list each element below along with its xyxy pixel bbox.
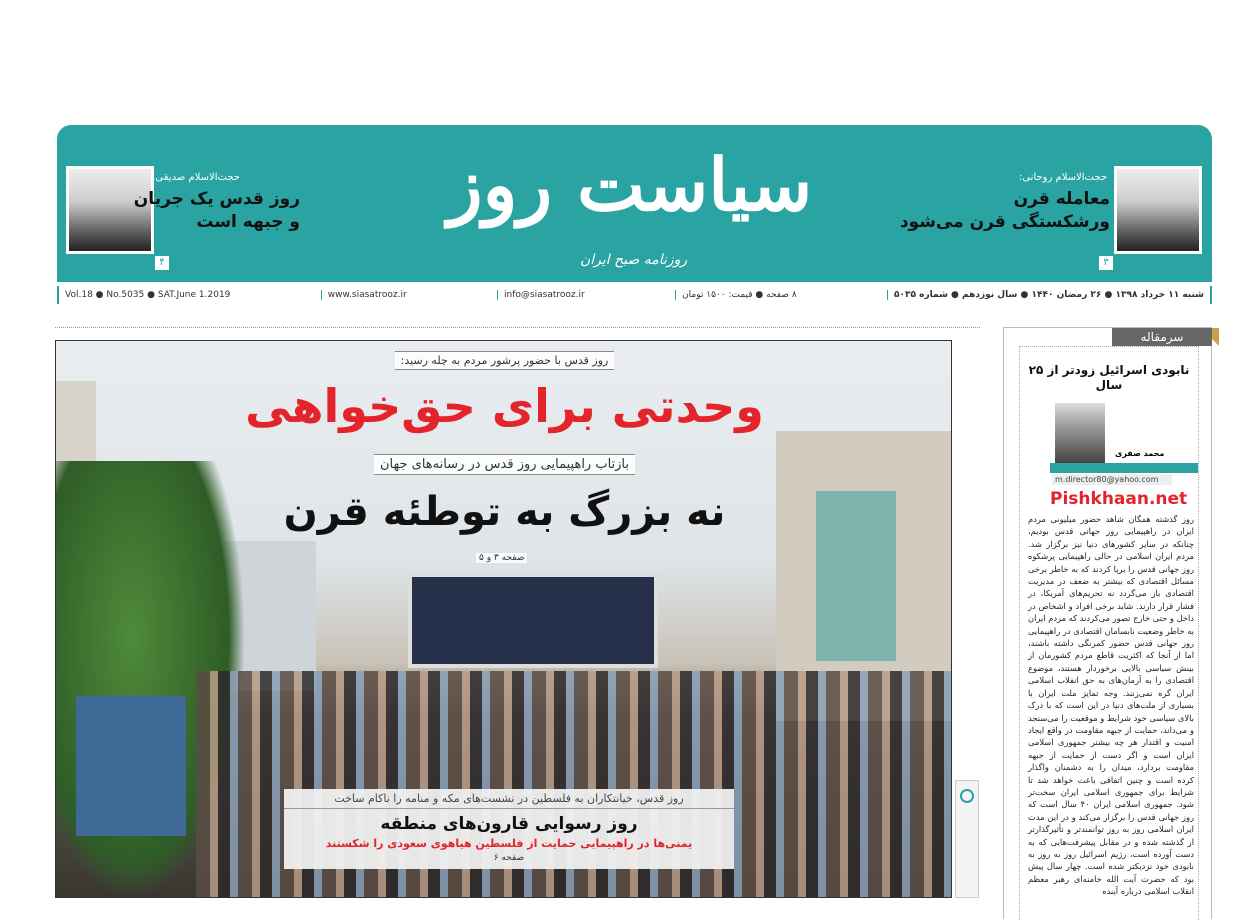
circle-icon	[960, 789, 974, 803]
main-photo	[55, 340, 952, 898]
pages-price: ۸ صفحه ● قیمت: ۱۵۰۰ تومان	[675, 290, 803, 300]
right-kicker: حجت‌الاسلام روحانی:	[1018, 172, 1107, 183]
kicker-2-wrap	[56, 453, 952, 472]
page-number[interactable]: ۳	[1099, 256, 1113, 270]
email-link[interactable]: info@siasatrooz.ir	[497, 290, 591, 300]
page-ref[interactable]: صفحه ۳ و ۵	[476, 553, 527, 563]
author-email[interactable]: m.director80@yahoo.com	[1052, 474, 1172, 485]
editorial-column	[1003, 327, 1212, 919]
watermark: Pishkhaan.net	[1050, 489, 1188, 509]
bottom-headline: روز رسوایی قارون‌های منطقه	[380, 814, 638, 834]
bottom-story[interactable]	[284, 789, 734, 869]
issue-info-bar	[57, 286, 1212, 304]
divider	[55, 327, 980, 328]
kicker-2: بازتاب راهپیمایی روز قدس در رسانه‌های جهان	[374, 454, 635, 475]
right-teaser-line: معامله قرن	[1013, 189, 1110, 209]
left-teaser[interactable]	[134, 188, 300, 234]
author-name: محمد صفری	[1115, 449, 1165, 458]
headline-1[interactable]: وحدتی برای حق‌خواهی	[245, 379, 764, 433]
left-teaser-line: و جبهه است	[196, 212, 300, 232]
editorial-body: روز گذشته همگان شاهد حضور میلیونی مردم ایران در راهپیمایی روز جهانی قدس بودیم، چنانکه در سایر کشورهای دنیا نیز برگزار شد. مردم ایران اسلامی در حالی راهپیمایی پرشکوه روز جهانی قدس را برپا کردند که به خاطر برخی مسائل اقتصادی که بیشتر به ضعف در مدیریت اقتصادی باز می‌گردد نه تحریم‌های آمریکا، در فشار قرار دارند. شاید برخی افراد و اشخاص در داخل و حتی خارج تصور می‌کردند که مردم ایران به خاطر وضعیت نابسامان اقتصادی در راهپیمایی روز جهانی قدس حضور کمرنگی داشته باشند، اما از آنجا که اکثریت قاطع مردم کشورمان از بینش سیاسی بالایی برخوردار هستند، موضوع اقتصادی را به آرمان‌های به حق انقلاب اسلامی ایران گره نمی‌زنند. وجه تمایز ملت ایران با بسیاری از ملت‌های دنیا در این است که با درک بالای سیاسی خود شرایط و موقعیت را می‌سنجد و می‌داند، حمایت از جبهه مقاومت در واقع ایجاد امنیت و اقتدار هر چه بیشتر جمهوری اسلامی ایران است و اگر دست از حمایت از جبهه مقاومت بردارد، میدان را به دشمنان واگذار کرده است و چنین اتفاقی باعث خواهد شد تا شرایط برای جمهوری اسلامی ایران سخت‌تر شود. جمهوری اسلامی ایران ۴۰ سال است که روز جهانی قدس را برگزار می‌کند و در این مدت ایران اسلامی روز به روز توانمندتر و تأثیرگذارتر از گذشته شده و در مقابل پیشرفت‌هایی که به دست آورده است، رژیم اسرائیل روز به روز به نابودی خود نزدیکتر شده است. چهار سال پیش بود که حضرت آیت الله خامنه‌ای رهبر معظم انقلاب اسلامی درباره آینده	[1028, 514, 1194, 897]
billboard	[408, 573, 658, 668]
page-number[interactable]: ۴	[155, 256, 169, 270]
newspaper-tagline: روزنامه صبح ایران	[580, 252, 688, 268]
right-teaser-line: ورشکستگی قرن می‌شود	[899, 212, 1110, 232]
left-teaser-line: روز قدس یک جریان	[133, 189, 300, 209]
website-link[interactable]: www.siasatrooz.ir	[321, 290, 413, 300]
headline-2[interactable]: نه بزرگ به توطئه قرن	[283, 489, 726, 535]
author-photo	[1055, 403, 1105, 463]
bottom-kicker: روز قدس، خیانتکاران به فلسطین در نشست‌های مکه و منامه را ناکام ساخت	[284, 789, 734, 809]
left-kicker: حجت‌الاسلام صدیقی:	[152, 172, 240, 183]
bottom-subheadline: یمنی‌ها در راهپیمایی حمایت از فلسطین هیاهوی سعودی را شکستند	[325, 837, 693, 850]
issue-english: Vol.18 ● No.5035 ● SAT.June 1.2019	[65, 290, 231, 300]
kicker-1-wrap	[56, 349, 952, 368]
rouhani-photo	[1114, 166, 1202, 254]
author-bar	[1050, 463, 1199, 473]
side-strip	[955, 780, 979, 898]
page-ref[interactable]: صفحه ۶	[493, 853, 525, 863]
editorial-box	[1019, 346, 1199, 920]
issue-date: شنبه ۱۱ خرداد ۱۳۹۸ ● ۲۶ رمضان ۱۴۴۰ ● سال نوزدهم ● شماره ۵۰۳۵	[887, 290, 1210, 300]
kicker-1: روز قدس با حضور پرشور مردم به چله رسید:	[395, 351, 615, 370]
editorial-title[interactable]: نابودی اسرائیل زودتر از ۲۵ سال	[1028, 363, 1190, 392]
right-teaser[interactable]	[900, 188, 1110, 234]
editorial-tag: سرمقاله	[1112, 328, 1212, 346]
newspaper-logo: سیاست روز	[447, 142, 813, 227]
protest-poster	[76, 696, 186, 836]
